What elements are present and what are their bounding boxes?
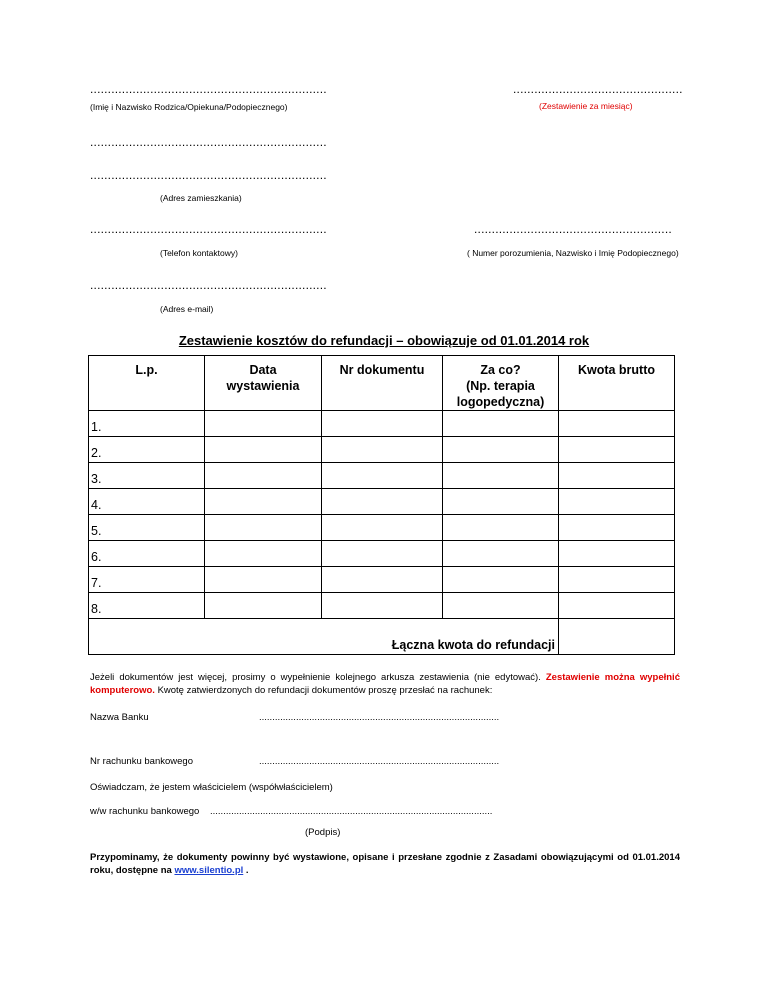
row-amount-cell[interactable]: [559, 489, 675, 515]
table-row: [89, 567, 675, 593]
row-number: 4.: [89, 489, 205, 515]
note-plain: Jeżeli dokumentów jest więcej, prosimy o wypełnienie kolejnego arkusza zestawienia (nie edytować).: [90, 672, 541, 683]
instruction-paragraph: [90, 671, 680, 697]
table-row: [89, 515, 675, 541]
row-date-cell[interactable]: [205, 515, 322, 541]
row-amount-cell[interactable]: [559, 541, 675, 567]
row-date-cell[interactable]: [205, 567, 322, 593]
row-number: 5.: [89, 515, 205, 541]
total-label: Łączna kwota do refundacji: [89, 619, 559, 655]
phone-label: (Telefon kontaktowy): [160, 248, 238, 258]
row-what-cell[interactable]: [443, 463, 559, 489]
table-row: [89, 411, 675, 437]
row-doc-cell[interactable]: [322, 567, 443, 593]
row-number: 8.: [89, 593, 205, 619]
signature-label: (Podpis): [305, 827, 341, 838]
period-label: (Zestawienie za miesiąc): [539, 101, 633, 111]
row-amount-cell[interactable]: [559, 515, 675, 541]
header-what: [443, 356, 559, 411]
address-label: (Adres zamieszkania): [160, 193, 242, 203]
row-what-cell[interactable]: [443, 515, 559, 541]
table-row: [89, 541, 675, 567]
row-amount-cell[interactable]: [559, 437, 675, 463]
reminder-end: .: [245, 865, 249, 876]
header-lp: L.p.: [89, 356, 205, 411]
period-dotted-line[interactable]: ................................................: [513, 82, 683, 96]
row-date-cell[interactable]: [205, 489, 322, 515]
row-date-cell[interactable]: [205, 541, 322, 567]
row-number: 1.: [89, 411, 205, 437]
row-date-cell[interactable]: [205, 411, 322, 437]
row-number: 7.: [89, 567, 205, 593]
row-what-cell[interactable]: [443, 567, 559, 593]
address-dotted-line-2[interactable]: ...................................................................: [90, 168, 327, 182]
agreement-label: ( Numer porozumienia, Nazwisko i Imię Podopiecznego): [467, 248, 679, 258]
agreement-dotted-line[interactable]: ........................................................: [474, 222, 672, 236]
header-what-line3: logopedyczna): [456, 395, 545, 409]
table-row: [89, 437, 675, 463]
total-amount-cell[interactable]: [559, 619, 675, 655]
refund-table: [88, 355, 675, 655]
owner-label: w/w rachunku bankowego: [90, 806, 200, 817]
header-date-line1: Data: [249, 363, 277, 377]
reminder-paragraph: [90, 851, 680, 877]
email-label: (Adres e-mail): [160, 304, 214, 314]
row-amount-cell[interactable]: [559, 411, 675, 437]
header-date: [205, 356, 322, 411]
row-doc-cell[interactable]: [322, 515, 443, 541]
document-title: Zestawienie kosztów do refundacji – obowiązuje od 01.01.2014 rok: [178, 333, 590, 348]
header-what-line2: (Np. terapia: [466, 379, 535, 393]
bank-name-label: Nazwa Banku: [90, 712, 149, 723]
declaration-text: Oświadczam, że jestem właścicielem (współwłaścicielem): [90, 782, 333, 793]
account-dotted-line[interactable]: ...........................................................................................: [259, 756, 500, 767]
header-doc-number: Nr dokumentu: [322, 356, 443, 411]
row-what-cell[interactable]: [443, 489, 559, 515]
row-number: 3.: [89, 463, 205, 489]
name-dotted-line[interactable]: ...................................................................: [90, 82, 327, 96]
row-doc-cell[interactable]: [322, 489, 443, 515]
row-what-cell[interactable]: [443, 541, 559, 567]
phone-dotted-line[interactable]: ...................................................................: [90, 222, 327, 236]
header-what-line1: Za co?: [480, 363, 521, 377]
table-row: [89, 593, 675, 619]
signature-dotted-line[interactable]: ...........................................................................................................: [210, 806, 493, 817]
table-row: [89, 463, 675, 489]
note-red: Zestawienie można wypełnić komputerowo.: [90, 672, 680, 696]
row-doc-cell[interactable]: [322, 437, 443, 463]
bank-name-dotted-line[interactable]: ...........................................................................................: [259, 712, 500, 723]
address-dotted-line-1[interactable]: ...................................................................: [90, 135, 327, 149]
header-date-line2: wystawienia: [226, 379, 300, 393]
row-doc-cell[interactable]: [322, 411, 443, 437]
row-doc-cell[interactable]: [322, 463, 443, 489]
row-date-cell[interactable]: [205, 437, 322, 463]
total-row: [89, 619, 675, 655]
row-what-cell[interactable]: [443, 437, 559, 463]
row-what-cell[interactable]: [443, 411, 559, 437]
note-tail: Kwotę zatwierdzonych do refundacji dokumentów proszę przesłać na rachunek:: [157, 685, 493, 696]
row-doc-cell[interactable]: [322, 541, 443, 567]
reminder-text: Przypominamy, że dokumenty powinny być wystawione, opisane i przesłane zgodnie z Zasadami obowiązującymi od 01.01.2014 roku, dostępne na: [90, 852, 680, 876]
table-row: [89, 489, 675, 515]
name-label: (Imię i Nazwisko Rodzica/Opiekuna/Podopiecznego): [90, 102, 288, 112]
row-doc-cell[interactable]: [322, 593, 443, 619]
row-number: 6.: [89, 541, 205, 567]
row-amount-cell[interactable]: [559, 463, 675, 489]
row-amount-cell[interactable]: [559, 567, 675, 593]
row-date-cell[interactable]: [205, 463, 322, 489]
header-amount: Kwota brutto: [559, 356, 675, 411]
email-dotted-line[interactable]: ...................................................................: [90, 278, 327, 292]
row-number: 2.: [89, 437, 205, 463]
row-what-cell[interactable]: [443, 593, 559, 619]
table-header-row: [89, 356, 675, 411]
row-date-cell[interactable]: [205, 593, 322, 619]
account-label: Nr rachunku bankowego: [90, 756, 193, 767]
website-link[interactable]: www.silentio.pl: [174, 865, 244, 876]
row-amount-cell[interactable]: [559, 593, 675, 619]
